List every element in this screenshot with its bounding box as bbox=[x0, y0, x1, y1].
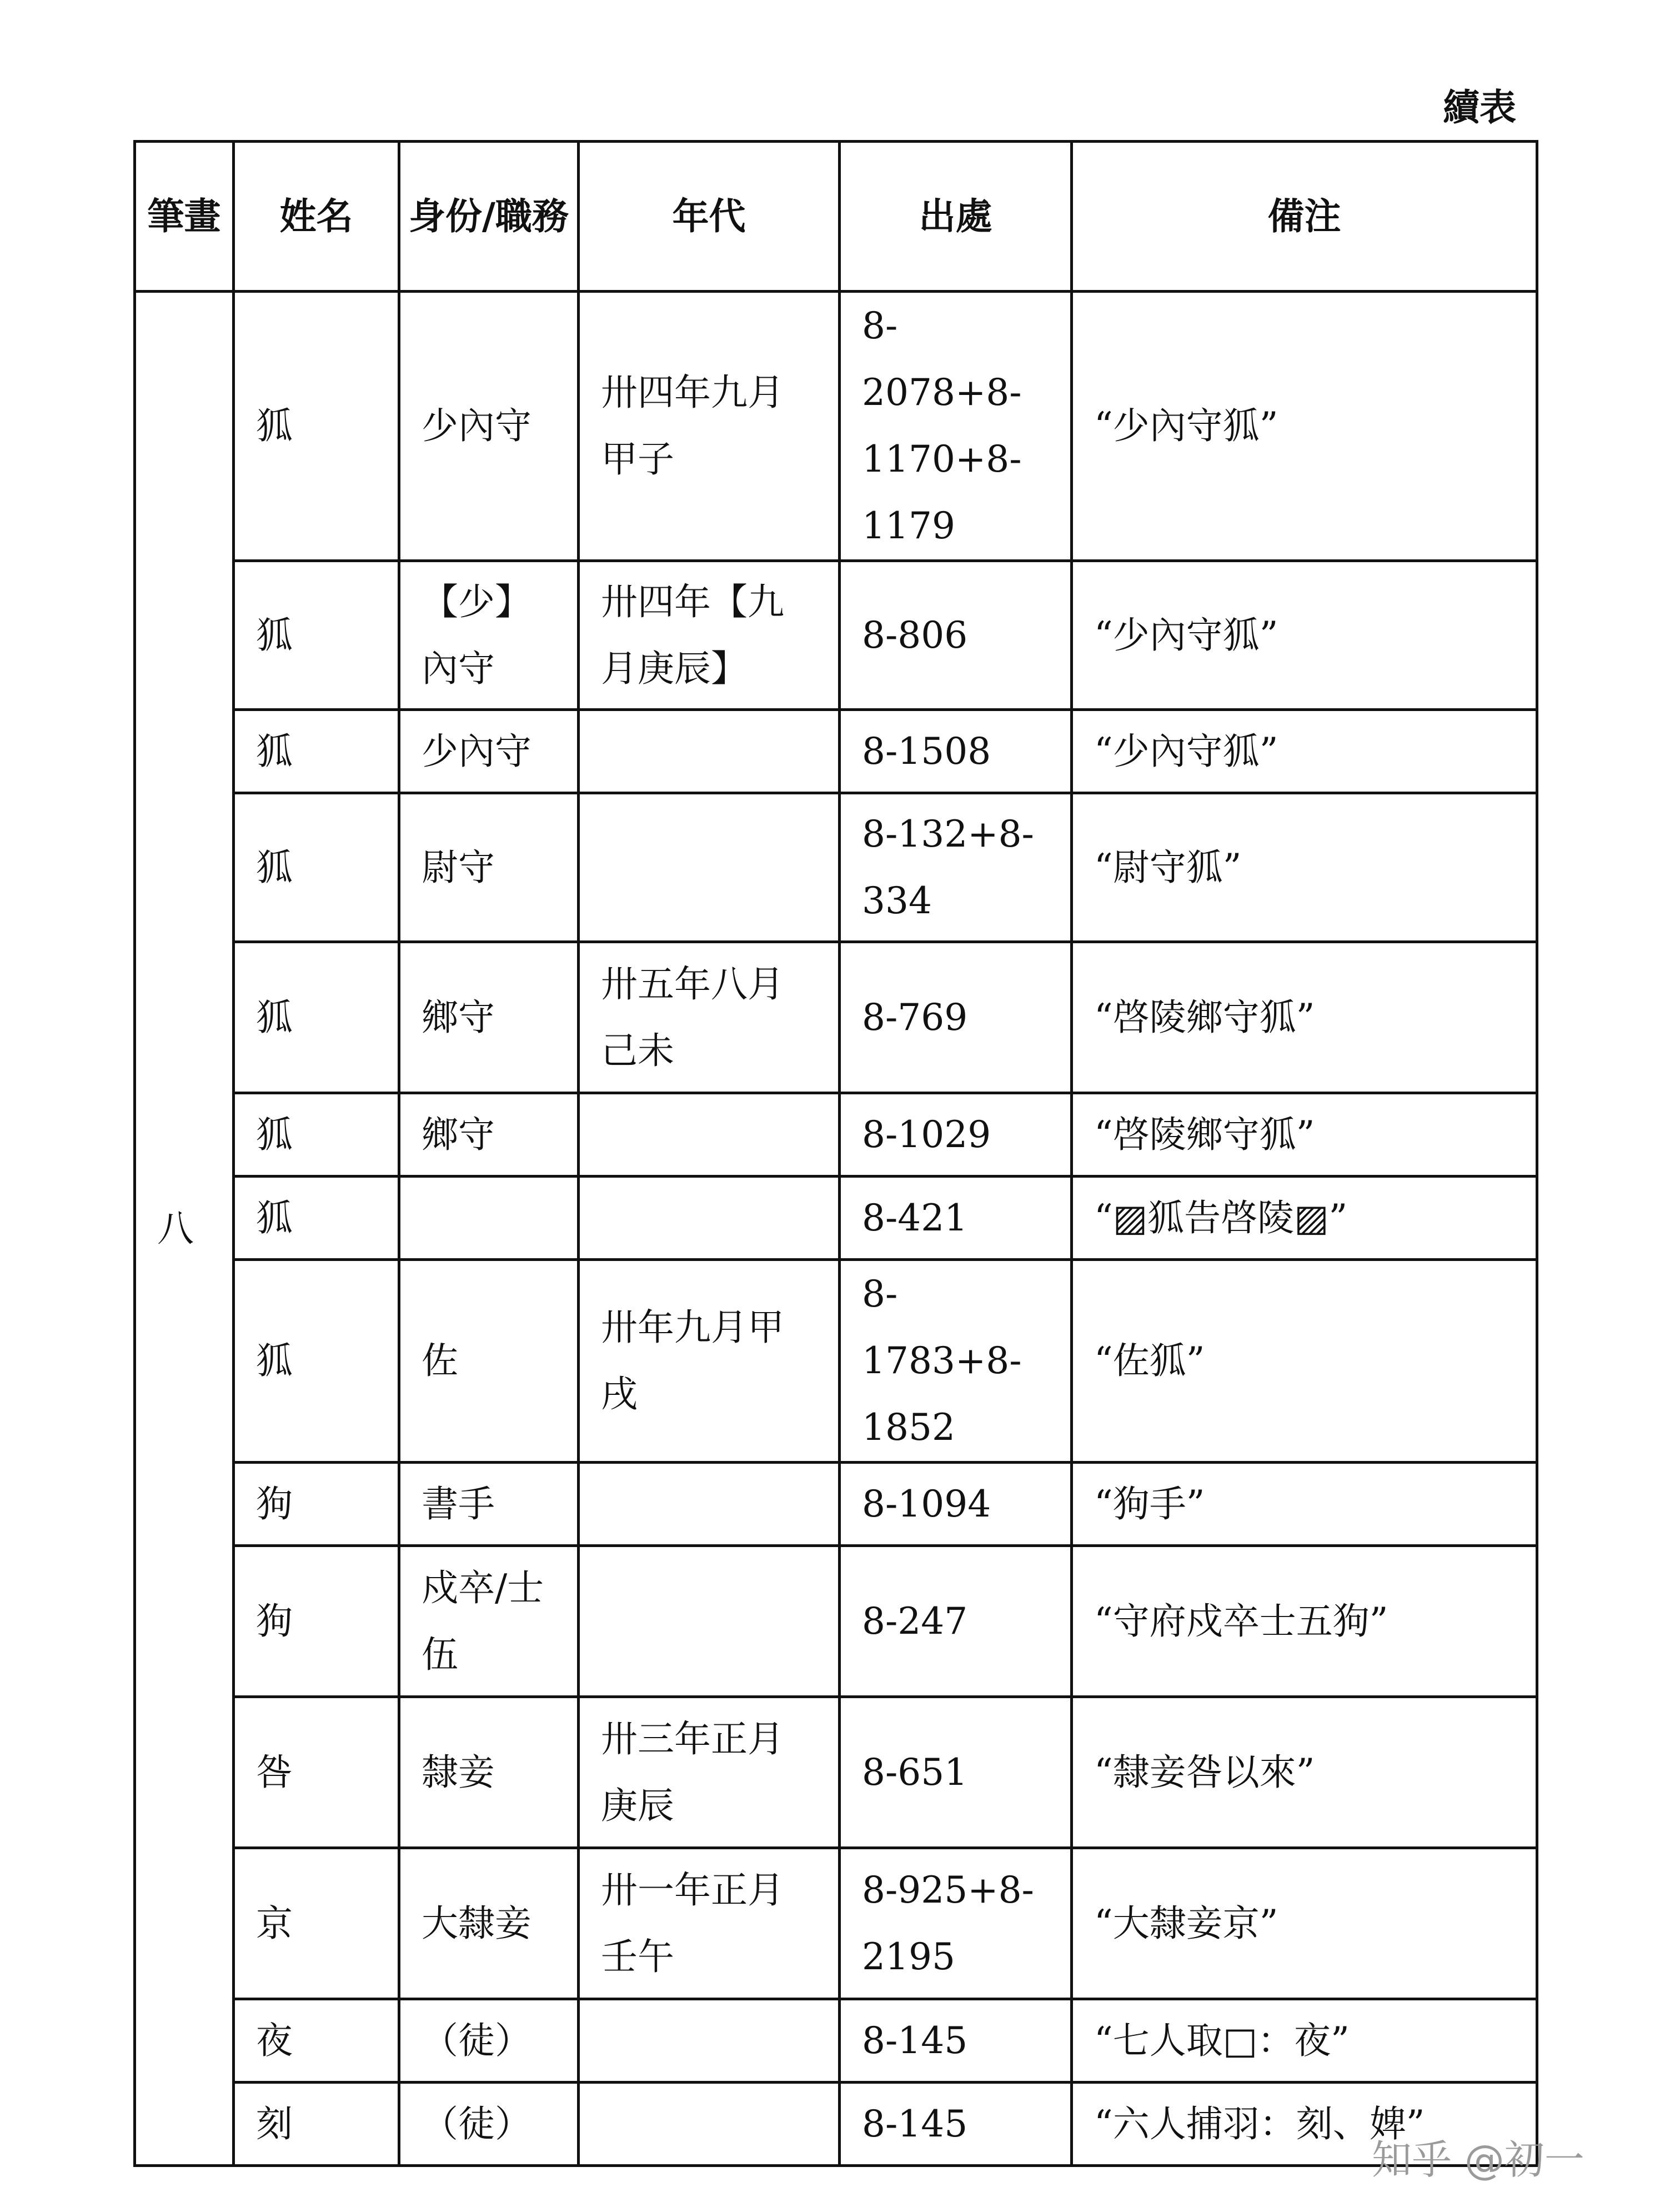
personnel-table bbox=[133, 140, 1538, 2167]
name-cell: 狐 bbox=[234, 793, 399, 942]
note-cell: “啓陵鄉守狐” bbox=[1072, 942, 1537, 1093]
role-cell: 鄉守 bbox=[399, 1093, 579, 1177]
name-cell: 狐 bbox=[234, 1093, 399, 1177]
name-cell: 狐 bbox=[234, 710, 399, 793]
table-row bbox=[135, 710, 1537, 793]
table-row bbox=[135, 1177, 1537, 1260]
name-cell: 狐 bbox=[234, 561, 399, 710]
name-cell: 狐 bbox=[234, 1177, 399, 1260]
source-cell: 8-651 bbox=[840, 1697, 1072, 1848]
role-cell: （徒） bbox=[399, 2083, 579, 2166]
table-row bbox=[135, 292, 1537, 561]
source-cell: 8-2078+8-1170+8-1179 bbox=[840, 292, 1072, 561]
header-note: 備注 bbox=[1072, 142, 1537, 292]
note-cell: “尉守狐” bbox=[1072, 793, 1537, 942]
date-cell: 卅年九月甲戌 bbox=[579, 1260, 840, 1463]
table-row bbox=[135, 1093, 1537, 1177]
name-cell: 狐 bbox=[234, 942, 399, 1093]
role-cell: 鄉守 bbox=[399, 942, 579, 1093]
watermark: 知乎 @初一 bbox=[1372, 2136, 1584, 2183]
table-row bbox=[135, 2083, 1537, 2166]
role-cell: 尉守 bbox=[399, 793, 579, 942]
note-cell: “狗手” bbox=[1072, 1463, 1537, 1546]
table-row bbox=[135, 1546, 1537, 1697]
name-cell: 狗 bbox=[234, 1546, 399, 1697]
source-cell: 8-247 bbox=[840, 1546, 1072, 1697]
date-cell bbox=[579, 2083, 840, 2166]
date-cell bbox=[579, 1546, 840, 1697]
note-cell: “六人捕羽：刻、婢” bbox=[1072, 2083, 1537, 2166]
name-cell: 夜 bbox=[234, 1999, 399, 2083]
note-cell: “▨狐告啓陵▨” bbox=[1072, 1177, 1537, 1260]
table-row bbox=[135, 561, 1537, 710]
role-cell: 戍卒/士伍 bbox=[399, 1546, 579, 1697]
date-cell bbox=[579, 793, 840, 942]
date-cell bbox=[579, 1999, 840, 2083]
note-cell: “啓陵鄉守狐” bbox=[1072, 1093, 1537, 1177]
role-cell: 少內守 bbox=[399, 292, 579, 561]
table-row bbox=[135, 1848, 1537, 1999]
table-row bbox=[135, 793, 1537, 942]
date-cell: 卅一年正月壬午 bbox=[579, 1848, 840, 1999]
role-cell: 書手 bbox=[399, 1463, 579, 1546]
note-cell: “少內守狐” bbox=[1072, 710, 1537, 793]
role-cell: （徒） bbox=[399, 1999, 579, 2083]
header-date: 年代 bbox=[579, 142, 840, 292]
source-cell: 8-145 bbox=[840, 2083, 1072, 2166]
source-cell: 8-925+8-2195 bbox=[840, 1848, 1072, 1999]
source-cell: 8-1508 bbox=[840, 710, 1072, 793]
continued-table-label: 續表 bbox=[1443, 86, 1516, 129]
date-cell bbox=[579, 1463, 840, 1546]
date-cell bbox=[579, 710, 840, 793]
date-cell bbox=[579, 1177, 840, 1260]
source-cell: 8-421 bbox=[840, 1177, 1072, 1260]
table-row bbox=[135, 1697, 1537, 1848]
name-cell: 狐 bbox=[234, 1260, 399, 1463]
date-cell bbox=[579, 1093, 840, 1177]
role-cell: 少內守 bbox=[399, 710, 579, 793]
note-cell: “隸妾咎以來” bbox=[1072, 1697, 1537, 1848]
source-cell: 8-769 bbox=[840, 942, 1072, 1093]
date-cell: 卅四年九月甲子 bbox=[579, 292, 840, 561]
table-row bbox=[135, 1260, 1537, 1463]
name-cell: 咎 bbox=[234, 1697, 399, 1848]
source-cell: 8-1783+8-1852 bbox=[840, 1260, 1072, 1463]
header-row bbox=[135, 142, 1537, 292]
source-cell: 8-1094 bbox=[840, 1463, 1072, 1546]
role-cell: 佐 bbox=[399, 1260, 579, 1463]
note-cell: “守府戍卒士五狗” bbox=[1072, 1546, 1537, 1697]
source-cell: 8-132+8-334 bbox=[840, 793, 1072, 942]
note-cell: “七人取□：夜” bbox=[1072, 1999, 1537, 2083]
table-row bbox=[135, 1463, 1537, 1546]
table-row bbox=[135, 942, 1537, 1093]
name-cell: 刻 bbox=[234, 2083, 399, 2166]
header-source: 出處 bbox=[840, 142, 1072, 292]
role-cell bbox=[399, 1177, 579, 1260]
date-cell: 卅四年【九月庚辰】 bbox=[579, 561, 840, 710]
note-cell: “佐狐” bbox=[1072, 1260, 1537, 1463]
role-cell: 隸妾 bbox=[399, 1697, 579, 1848]
role-cell: 大隸妾 bbox=[399, 1848, 579, 1999]
note-cell: “少內守狐” bbox=[1072, 292, 1537, 561]
header-role: 身份/職務 bbox=[399, 142, 579, 292]
date-cell: 卅五年八月己未 bbox=[579, 942, 840, 1093]
name-cell: 京 bbox=[234, 1848, 399, 1999]
header-name: 姓名 bbox=[234, 142, 399, 292]
source-cell: 8-1029 bbox=[840, 1093, 1072, 1177]
table-row bbox=[135, 1999, 1537, 2083]
source-cell: 8-806 bbox=[840, 561, 1072, 710]
note-cell: “少內守狐” bbox=[1072, 561, 1537, 710]
name-cell: 狗 bbox=[234, 1463, 399, 1546]
stroke-count-cell: 八 bbox=[135, 292, 234, 2166]
date-cell: 卅三年正月庚辰 bbox=[579, 1697, 840, 1848]
role-cell: 【少】內守 bbox=[399, 561, 579, 710]
note-cell: “大隸妾京” bbox=[1072, 1848, 1537, 1999]
name-cell: 狐 bbox=[234, 292, 399, 561]
header-strokes: 筆畫 bbox=[135, 142, 234, 292]
source-cell: 8-145 bbox=[840, 1999, 1072, 2083]
